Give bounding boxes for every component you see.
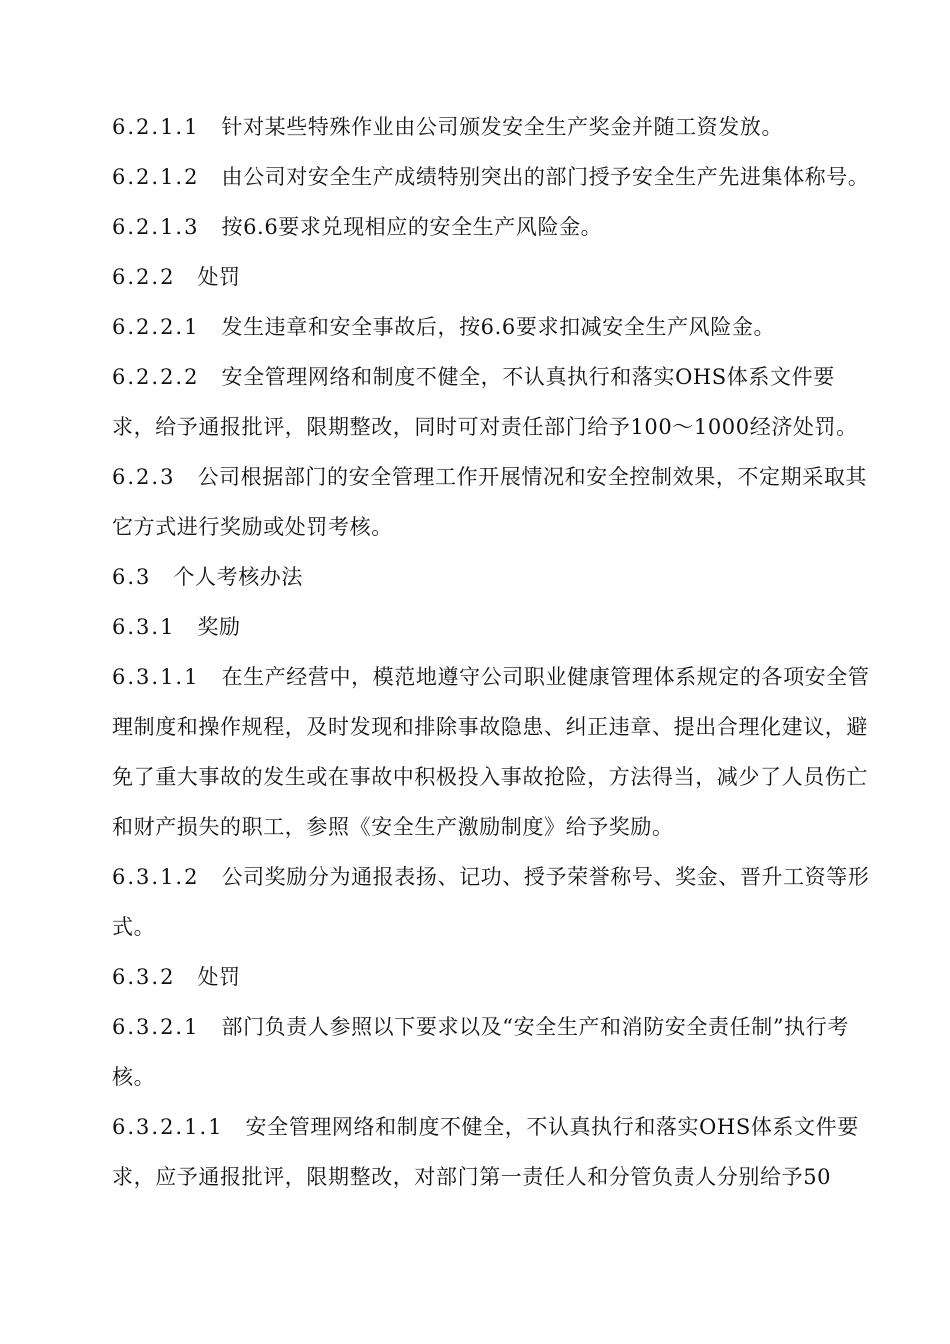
paragraph-6-2-1-2 [112, 152, 872, 202]
clause-text: 安全管理网络和制度不健全，不认真执行和落实OHS体系文件要求，给予通报批评，限期整改，同时可对责任部门给予100～1000经济处罚。 [112, 365, 858, 439]
paragraph-6-2-2 [112, 252, 872, 302]
clause-text: 个人考核办法 [173, 565, 304, 589]
clause-number: 6.3.1.1 [112, 665, 200, 689]
clause-text: 按6.6要求兑现相应的安全生产风险金。 [221, 215, 603, 239]
clause-text: 在生产经营中，模范地遵守公司职业健康管理体系规定的各项安全管理制度和操作规程，及时发现和排除事故隐患、纠正违章、提出合理化建议，避免了重大事故的发生或在事故中积极投入事故抢险，方法得当，减少了人员伤亡和财产损失的职工，参照《安全生产激励制度》给予奖励。 [112, 665, 870, 839]
paragraph-6-3-2 [112, 952, 872, 1002]
paragraph-6-3-2-1-1 [112, 1102, 872, 1202]
clause-number: 6.2.1.3 [112, 215, 200, 239]
clause-text: 处罚 [197, 265, 241, 289]
clause-number: 6.3.1.2 [112, 865, 200, 889]
clause-number: 6.2.1.2 [112, 165, 200, 189]
clause-text: 安全管理网络和制度不健全，不认真执行和落实OHS体系文件要求，应予通报批评，限期整改，对部门第一责任人和分管负责人分别给予50 [112, 1115, 859, 1189]
clause-text: 奖励 [197, 615, 241, 639]
paragraph-6-2-2-2 [112, 352, 872, 452]
paragraph-6-3-2-1 [112, 1002, 872, 1102]
paragraph-6-2-2-1 [112, 302, 872, 352]
paragraph-6-3-1-1 [112, 652, 872, 852]
paragraph-6-3-1-2 [112, 852, 872, 952]
paragraph-6-3-1 [112, 602, 872, 652]
clause-number: 6.2.2 [112, 265, 176, 289]
clause-text: 由公司对安全生产成绩特别突出的部门授予安全生产先进集体称号。 [221, 165, 870, 189]
clause-text: 处罚 [197, 965, 241, 989]
document-body [112, 102, 872, 1202]
clause-text: 公司奖励分为通报表扬、记功、授予荣誉称号、奖金、晋升工资等形式。 [112, 865, 870, 939]
clause-number: 6.2.2.2 [112, 365, 200, 389]
clause-text: 针对某些特殊作业由公司颁发安全生产奖金并随工资发放。 [221, 115, 784, 139]
clause-text: 部门负责人参照以下要求以及“安全生产和消防安全责任制”执行考核。 [112, 1015, 849, 1089]
clause-text: 公司根据部门的安全管理工作开展情况和安全控制效果，不定期采取其它方式进行奖励或处罚考核。 [112, 465, 868, 539]
paragraph-6-2-1-3 [112, 202, 872, 252]
clause-number: 6.3.2.1 [112, 1015, 200, 1039]
clause-number: 6.2.3 [112, 465, 176, 489]
clause-number: 6.3.1 [112, 615, 176, 639]
clause-number: 6.3 [112, 565, 152, 589]
paragraph-6-3 [112, 552, 872, 602]
clause-number: 6.2.2.1 [112, 315, 200, 339]
clause-number: 6.3.2.1.1 [112, 1115, 224, 1139]
paragraph-6-2-1-1 [112, 102, 872, 152]
clause-number: 6.2.1.1 [112, 115, 200, 139]
clause-text: 发生违章和安全事故后，按6.6要求扣减安全生产风险金。 [221, 315, 776, 339]
clause-number: 6.3.2 [112, 965, 176, 989]
paragraph-6-2-3 [112, 452, 872, 552]
